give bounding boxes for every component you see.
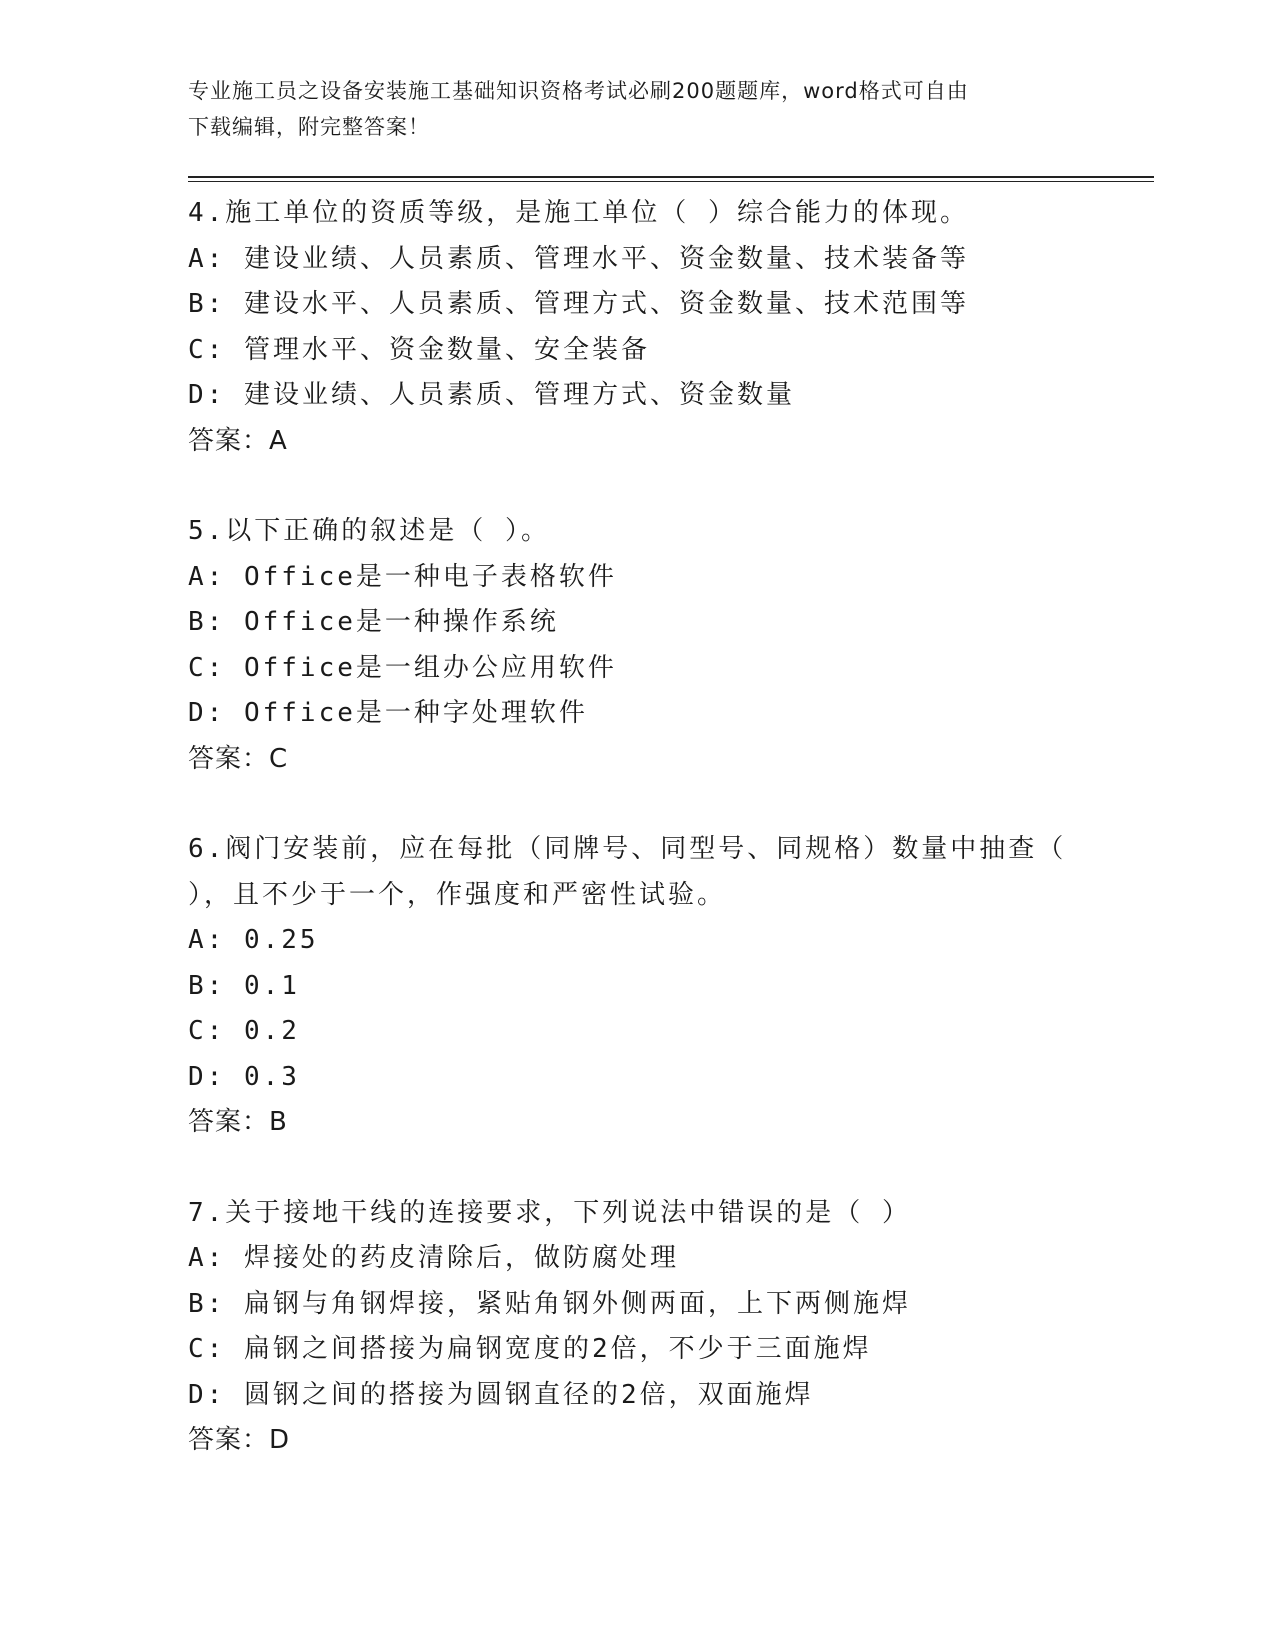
option-c: C: 扁钢之间搭接为扁钢宽度的2倍，不少于三面施焊 — [188, 1334, 872, 1364]
option-c: C: 管理水平、资金数量、安全装备 — [188, 334, 650, 365]
question-6 — [188, 827, 1088, 1146]
question-stem-line-2: ），且不少于一个，作强度和严密性试验。 — [188, 879, 727, 910]
answer: 答案：A — [188, 425, 288, 456]
option-c: C: 0.2 — [188, 1016, 300, 1046]
option-b: B: 0.1 — [188, 970, 300, 1001]
answer: 答案：D — [188, 1425, 291, 1455]
question-stem: 7.关于接地干线的连接要求，下列说法中错误的是（ ） — [188, 1197, 911, 1228]
option-b: B: Office是一种操作系统 — [188, 607, 559, 637]
option-a: A: 0.25 — [188, 925, 319, 955]
header-divider-thin — [188, 181, 1154, 182]
option-b: B: 建设水平、人员素质、管理方式、资金数量、技术范围等 — [188, 289, 969, 319]
option-b: B: 扁钢与角钢焊接，紧贴角钢外侧两面，上下两侧施焊 — [188, 1288, 911, 1319]
option-d: D: 圆钢之间的搭接为圆钢直径的2倍，双面施焊 — [188, 1379, 814, 1410]
question-stem: 4.施工单位的资质等级，是施工单位（ ）综合能力的体现。 — [188, 198, 969, 228]
question-stem-line-1: 6.阀门安装前，应在每批（同牌号、同型号、同规格）数量中抽查（ — [188, 834, 1067, 864]
header-line-1: 专业施工员之设备安装施工基础知识资格考试必刷200题题库，word格式可自由 — [188, 79, 969, 103]
question-list — [188, 191, 1088, 1509]
option-a: A: Office是一种电子表格软件 — [188, 561, 617, 592]
option-d: D: Office是一种字处理软件 — [188, 698, 588, 728]
option-d: D: 建设业绩、人员素质、管理方式、资金数量 — [188, 380, 795, 410]
question-stem: 5.以下正确的叙述是（ ）。 — [188, 516, 550, 546]
option-a: A: 建设业绩、人员素质、管理水平、资金数量、技术装备等 — [188, 243, 969, 274]
option-a: A: 焊接处的药皮清除后，做防腐处理 — [188, 1243, 679, 1273]
header-divider-thick — [188, 176, 1154, 178]
option-c: C: Office是一组办公应用软件 — [188, 652, 617, 683]
document-header — [188, 73, 1088, 145]
header-line-2: 下载编辑，附完整答案！ — [188, 115, 430, 139]
answer: 答案：C — [188, 743, 289, 774]
question-5 — [188, 509, 1088, 782]
answer: 答案：B — [188, 1107, 288, 1137]
question-4 — [188, 191, 1088, 464]
option-d: D: 0.3 — [188, 1061, 300, 1092]
question-7 — [188, 1191, 1088, 1464]
